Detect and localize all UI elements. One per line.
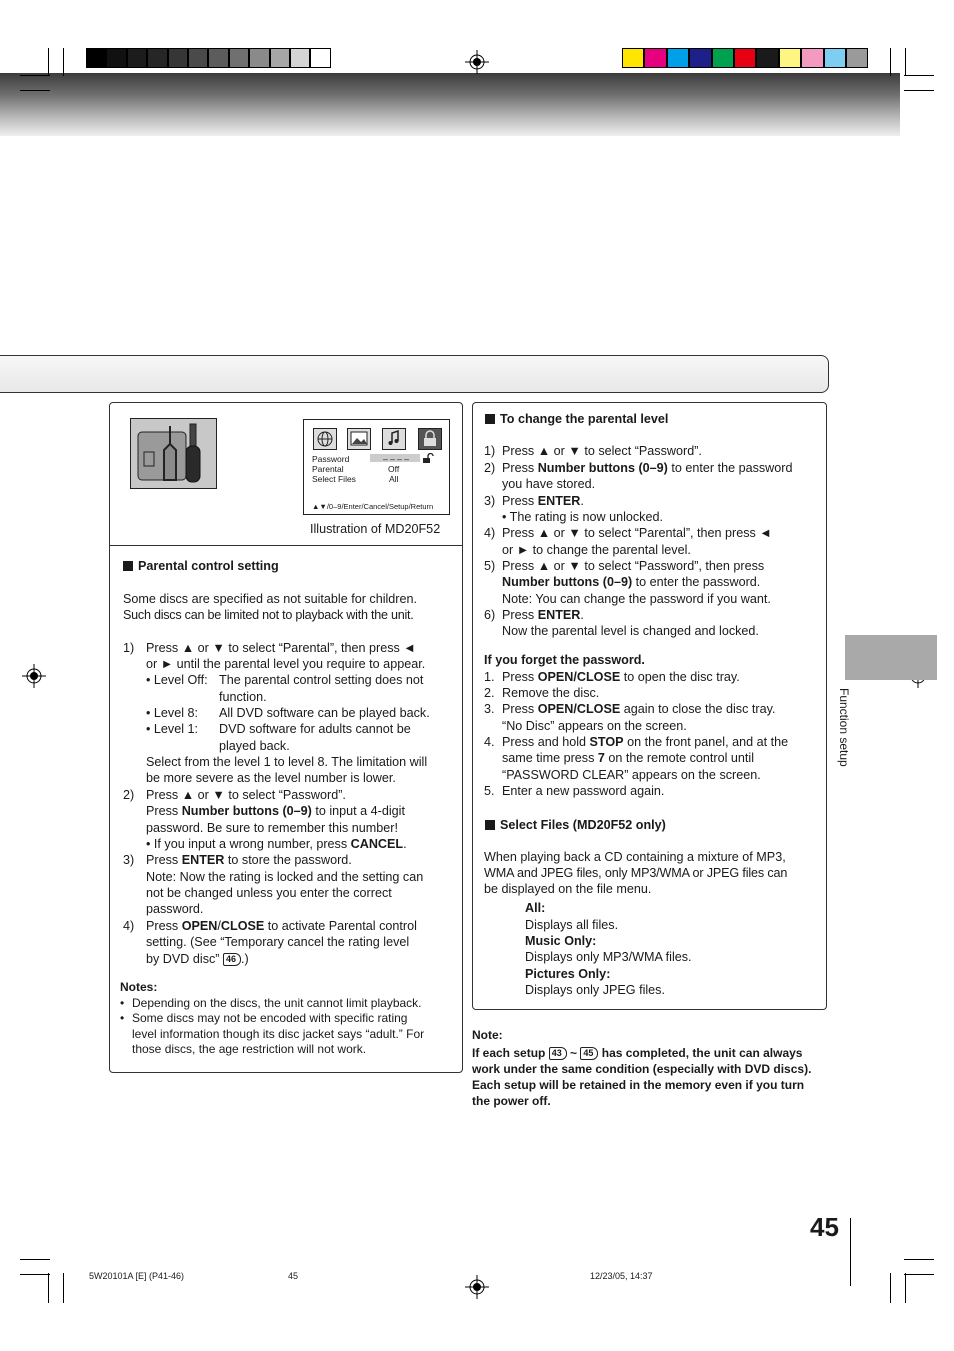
step-text: be more severe as the level number is lower. (146, 771, 396, 785)
color-swatch (208, 48, 228, 68)
step-number: 3. (484, 702, 495, 716)
registration-mark-icon (465, 1275, 489, 1299)
crop-mark (20, 1259, 50, 1260)
color-swatch (734, 48, 756, 68)
color-swatch (229, 48, 249, 68)
step-text: by DVD disc” 46 .) (146, 952, 249, 966)
step-text: Press ▲ or ▼ to select “Password”, then press (502, 559, 765, 573)
step-text: Press OPEN/CLOSE to open the disc tray. (502, 670, 740, 684)
select-files-heading: Select Files (MD20F52 only) (500, 818, 666, 832)
step-text: Enter a new password again. (502, 784, 665, 798)
step-text: “PASSWORD CLEAR” appears on the screen. (502, 768, 761, 782)
color-swatch (644, 48, 666, 68)
color-swatch (106, 48, 126, 68)
step-text: Press ▲ or ▼ to select “Password”. (146, 788, 346, 802)
osd-row-value: – – – – (383, 454, 409, 464)
notes-title: Notes: (120, 980, 158, 994)
crop-mark (20, 1274, 50, 1275)
step-number: 1) (123, 641, 135, 655)
step-number: 3) (123, 853, 135, 867)
osd-row-value: All (389, 474, 399, 484)
step-text: Now the parental level is changed and locked. (502, 624, 759, 638)
color-swatch (622, 48, 644, 68)
color-swatch (824, 48, 846, 68)
crop-mark (904, 1274, 934, 1275)
level-label: • Level 8: (146, 706, 199, 720)
page-reference-badge: 46 (223, 953, 241, 966)
step-text: not be changed unless you enter the correct (146, 886, 392, 900)
color-swatch (168, 48, 188, 68)
color-swatch (689, 48, 711, 68)
crop-mark (905, 1273, 906, 1303)
footer-date: 12/23/05, 14:37 (590, 1271, 653, 1281)
body-line: When playing back a CD containing a mixture of MP3, (484, 850, 786, 864)
step-text: Press ENTER. (502, 494, 584, 508)
step-text: Press Number buttons (0–9) to input a 4-digit (146, 804, 405, 818)
parental-control-heading: Parental control setting (138, 559, 279, 573)
square-bullet-icon (123, 561, 133, 571)
forgot-password-title: If you forget the password. (484, 653, 645, 667)
parental-lock-icon (418, 428, 442, 450)
step-number: 2. (484, 686, 495, 700)
note-line: Some discs may not be encoded with specific rating (132, 1011, 408, 1025)
step-text: you have stored. (502, 477, 596, 491)
step-text: Press and hold STOP on the front panel, and at the (502, 735, 789, 749)
step-text: “No Disc” appears on the screen. (502, 719, 687, 733)
option-desc: Displays all files. (525, 918, 619, 932)
step-text: Press OPEN/CLOSE to activate Parental control (146, 919, 417, 933)
unlocked-padlock-icon (422, 453, 434, 464)
step-text: password. Be sure to remember this number! (146, 821, 398, 835)
step-text: or ► until the parental level you require to appear. (146, 657, 426, 671)
level-label: • Level 1: (146, 722, 199, 736)
note-line: Each setup will be retained in the memory even if you turn (472, 1078, 805, 1092)
page-reference-badge: 45 (580, 1047, 598, 1060)
crop-mark (904, 75, 934, 76)
crop-mark (20, 75, 50, 76)
osd-row-value: Off (388, 464, 400, 474)
change-level-heading: To change the parental level (500, 412, 669, 426)
step-number: 5. (484, 784, 495, 798)
intro-line: Some discs are specified as not suitable for children. (123, 592, 418, 606)
crop-mark (48, 48, 49, 76)
picture-icon (347, 428, 371, 450)
color-swatch (270, 48, 290, 68)
square-bullet-icon (485, 820, 495, 830)
header-band (0, 73, 900, 136)
option-label: Pictures Only: (525, 967, 611, 981)
option-desc: Displays only JPEG files. (525, 983, 665, 997)
step-number: 5) (484, 559, 496, 573)
option-desc: Displays only MP3/WMA files. (525, 950, 692, 964)
step-text: Press ENTER. (502, 608, 584, 622)
osd-navigation-hint: ▲▼/0–9/Enter/Cancel/Setup/Return (312, 502, 434, 511)
page-reference-badge: 43 (549, 1047, 567, 1060)
note-bullet: • (120, 1011, 125, 1025)
color-swatch (779, 48, 801, 68)
page-number: 45 (810, 1212, 839, 1242)
crop-mark (890, 1273, 891, 1303)
color-swatch (801, 48, 823, 68)
level-desc: function. (219, 690, 267, 704)
step-text: same time press 7 on the remote control until (502, 751, 755, 765)
intro-line: Such discs can be limited not to playback with the unit. (123, 608, 414, 622)
square-bullet-icon (485, 414, 495, 424)
step-text: Note: You can change the password if you want. (502, 592, 771, 606)
step-number: 2) (484, 461, 496, 475)
step-text: or ► to change the parental level. (502, 543, 691, 557)
color-swatch (846, 48, 868, 68)
color-swatch (756, 48, 778, 68)
step-text: Press ▲ or ▼ to select “Parental”, then press ◄ (146, 641, 416, 655)
crop-mark (63, 48, 64, 76)
color-swatch (147, 48, 167, 68)
option-label: All: (525, 901, 546, 915)
option-label: Music Only: (525, 934, 597, 948)
osd-row-label: Password (312, 454, 350, 464)
color-swatch (667, 48, 689, 68)
crop-mark (20, 90, 50, 91)
level-desc: All DVD software can be played back. (219, 706, 430, 720)
section-side-tab (845, 635, 937, 680)
level-desc: played back. (219, 739, 290, 753)
level-desc: The parental control setting does not (219, 673, 424, 687)
color-swatch (86, 48, 106, 68)
note-line: work under the same condition (especially with DVD discs). (472, 1062, 812, 1076)
note-line: level information though its disc jacket says “adult.” For (132, 1027, 425, 1041)
section-title-bar (0, 355, 829, 393)
step-number: 1. (484, 670, 495, 684)
crop-mark (890, 48, 891, 76)
note-bullet: • (120, 996, 125, 1010)
step-text: Press ENTER to store the password. (146, 853, 352, 867)
osd-row-label: Select Files (312, 474, 356, 484)
step-number: 4. (484, 735, 495, 749)
step-text: • The rating is now unlocked. (502, 510, 663, 524)
step-number: 3) (484, 494, 496, 508)
footer-doc-code: 5W20101A [E] (P41-46) (89, 1271, 185, 1281)
color-swatch (310, 48, 330, 68)
registration-mark-icon (22, 664, 46, 688)
step-text: Press Number buttons (0–9) to enter the password (502, 461, 793, 475)
crop-mark (48, 1273, 49, 1303)
step-text: Number buttons (0–9) to enter the password. (502, 575, 761, 589)
step-number: 4) (123, 919, 135, 933)
note-line: Depending on the discs, the unit cannot limit playback. (132, 996, 422, 1010)
crop-mark (904, 1259, 934, 1260)
step-text: Press ▲ or ▼ to select “Parental”, then press ◄ (502, 526, 772, 540)
crop-mark (904, 90, 934, 91)
color-swatch (290, 48, 310, 68)
step-number: 6) (484, 608, 496, 622)
side-section-label: Function setup (837, 688, 851, 767)
step-text: • If you input a wrong number, press CANCEL. (146, 837, 407, 851)
wrench-screwdriver-setup-icon (130, 418, 217, 489)
osd-menu-screen (303, 419, 450, 515)
footer-page: 45 (288, 1271, 299, 1281)
osd-row-label: Parental (312, 464, 344, 474)
body-line: WMA and JPEG files, only MP3/WMA or JPEG files can (484, 866, 788, 880)
registration-mark-icon (465, 50, 489, 74)
crop-mark (905, 48, 906, 76)
step-text: Note: Now the rating is locked and the setting can (146, 870, 424, 884)
step-text: Select from the level 1 to level 8. The limitation will (146, 755, 428, 769)
section-heading (123, 558, 279, 574)
level-label: • Level Off: (146, 673, 208, 687)
color-swatch (188, 48, 208, 68)
illustration-caption: Illustration of MD20F52 (310, 522, 441, 536)
step-number: 2) (123, 788, 135, 802)
crop-mark (63, 1273, 64, 1303)
note-line: If each setup 43 ~ 45 has completed, the unit can always (472, 1046, 803, 1060)
note-line: those discs, the age restriction will not work. (132, 1042, 367, 1056)
section-heading (485, 817, 666, 833)
step-text: Press OPEN/CLOSE again to close the disc tray. (502, 702, 776, 716)
page-number-rule (850, 1218, 851, 1286)
level-desc: DVD software for adults cannot be (219, 722, 411, 736)
color-swatch (249, 48, 269, 68)
section-heading (485, 411, 668, 427)
step-text: password. (146, 902, 204, 916)
body-line: be displayed on the file menu. (484, 882, 652, 896)
panel-divider (109, 545, 463, 546)
step-text: Remove the disc. (502, 686, 600, 700)
step-number: 4) (484, 526, 496, 540)
language-globe-icon (313, 428, 337, 450)
color-swatch (127, 48, 147, 68)
step-text: setting. (See “Temporary cancel the rating level (146, 935, 410, 949)
audio-note-icon (382, 428, 406, 450)
note-title: Note: (472, 1028, 503, 1042)
note-line: the power off. (472, 1094, 551, 1108)
step-text: Press ▲ or ▼ to select “Password”. (502, 444, 702, 458)
color-swatch (712, 48, 734, 68)
step-number: 1) (484, 444, 496, 458)
